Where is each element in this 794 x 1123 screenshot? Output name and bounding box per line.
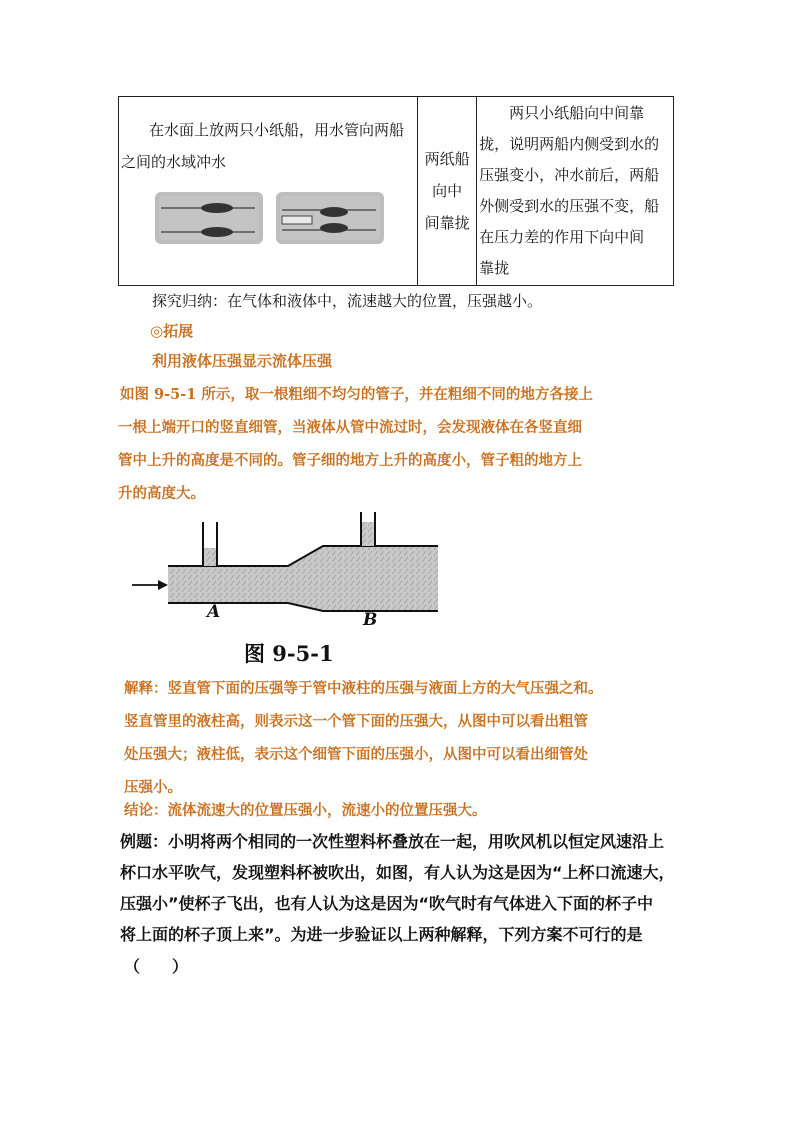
analysis-line: 外侧受到水的压强不变，船 [479, 197, 660, 215]
boat-photo-after [276, 192, 384, 244]
analysis-line: 两只小纸船向中间靠 [509, 104, 645, 122]
analysis-line: 压强变小，冲水前后，两船 [479, 166, 660, 184]
experiment-table [118, 96, 674, 286]
analysis-cell [477, 97, 674, 286]
boat-photo-before [155, 192, 263, 244]
extension-heading: ◎拓展 [150, 322, 194, 340]
answer-blank: （ ） [124, 957, 189, 976]
example-line: 杯口水平吹气，发现塑料杯被吹出，如图，有人认为这是因为“上杯口流速大， [120, 863, 675, 882]
example-line: 压强小”使杯子飞出，也有人认为这是因为“吹气时有气体进入下面的杯子中 [120, 894, 654, 913]
example-paragraph [120, 826, 675, 950]
extension-paragraph [118, 378, 593, 510]
phenomenon-line: 间靠拢 [424, 214, 470, 232]
figure-caption: 图 9-5-1 [244, 641, 334, 666]
explanation-line: 处压强大；液柱低，表示这个细管下面的压强小，从图中可以看出细管处 [124, 746, 588, 763]
example-line: 将上面的杯子顶上来”。为进一步验证以上两种解释，下列方案不可行的是 [120, 925, 643, 944]
explanation-line: 压强小。 [124, 779, 182, 796]
example-line: 例题：小明将两个相同的一次性塑料杯叠放在一起，用吹风机以恒定风速沿上 [120, 832, 665, 851]
extension-subtitle: 利用液体压强显示流体压强 [152, 352, 333, 370]
phenomenon-cell [418, 97, 477, 286]
experiment-description-line1: 在水面上放两只小纸船，用水管向两船 [149, 121, 405, 139]
conclusion-text: 结论：流体流速大的位置压强小，流速小的位置压强大。 [124, 802, 487, 819]
analysis-line: 在压力差的作用下向中间 [479, 228, 645, 246]
figure-label-b: B [363, 610, 378, 630]
phenomenon-line: 向中 [432, 182, 463, 200]
experiment-description-cell [119, 97, 418, 286]
summary-text: 探究归纳：在气体和液体中，流速越大的位置，压强越小。 [152, 292, 543, 310]
figure-label-a: A [207, 602, 221, 622]
explanation-paragraph [124, 672, 603, 804]
explanation-line: 竖直管里的液柱高，则表示这一个管下面的压强大，从图中可以看出粗管 [124, 713, 588, 730]
extension-paragraph-line: 一根上端开口的竖直细管，当液体从管中流过时，会发现液体在各竖直细 [118, 419, 582, 436]
extension-paragraph-line: 如图 9-5-1 所示，取一根粗细不均匀的管子，并在粗细不同的地方各接上 [120, 386, 593, 403]
analysis-line: 拢，说明两船内侧受到水的 [479, 135, 660, 153]
phenomenon-line: 两纸船 [424, 150, 470, 168]
experiment-description-line2: 之间的水域冲水 [121, 153, 227, 171]
analysis-line: 靠拢 [479, 259, 510, 277]
explanation-line: 解释：竖直管下面的压强等于管中液柱的压强与液面上方的大气压强之和。 [124, 680, 603, 697]
pipe-figure [128, 508, 448, 633]
extension-paragraph-line: 升的高度大。 [118, 485, 205, 502]
extension-paragraph-line: 管中上升的高度是不同的。管子细的地方上升的高度小，管子粗的地方上 [118, 452, 582, 469]
